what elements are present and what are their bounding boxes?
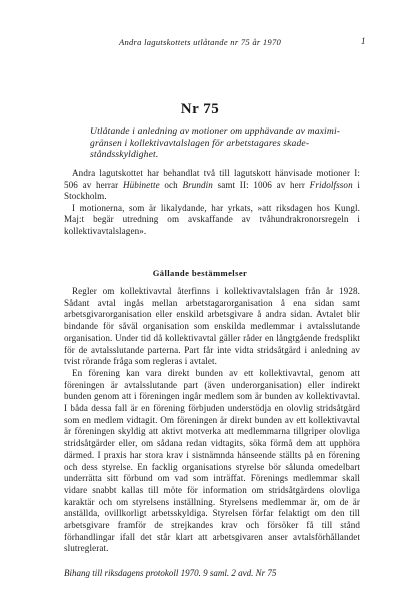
- document-number: Nr 75: [180, 101, 220, 117]
- section-paragraph-2: En förening kan vara direkt bunden av ett kollektivavtal, genom att föreningen är avtalsslutande part (även underorganisation) eller indirekt bunden genom att i föreningen ingår medlem som är bunden av kollektivavtal. I båda dessa fall är en förening förbjuden understödja en olovlig stridsåtgärd som en medlem vidtagit. Om föreningen är direkt bunden av ett kollektivavtal är föreningen skyldig att aktivt motverka att medlemmarna tillgriper olovliga stridsåtgärder eller, om sådana redan vidtagits, söka förmå dem att upphöra därmed. I praxis har stora krav i sistnämnda hänseende ställts på en förening och dess styrelse. En facklig organisations styrelse bör sålunda omedelbart underrätta sitt förbund om vad som inträffat. Förenings medlemmar skall vidare snabbt kallas till möte för information om stridsåtgärdens olovliga karaktär och om styrelsens inställning. Styrelsens medlemmar är, om de är anställda, ovillkorligt arbetsskyldiga. Styrelsen förfar felaktigt om den till arbetsgivare framför de strejkandes krav och försöker få till stånd förhandlingar ifall det står klart att arbetsgivaren anser avtalsförhållandet slutreglerat.: [64, 367, 360, 554]
- intro-text: Andra lagutskottet har behandlat två till lagutskott hänvisade motioner I: 506 av herrar: [64, 168, 360, 190]
- intro-section: [64, 168, 360, 238]
- intro-paragraph-1: [64, 168, 360, 203]
- document-title: [90, 126, 360, 161]
- intro-text: i Stockholm.: [64, 179, 360, 202]
- motion-author: Brundin: [182, 179, 213, 190]
- intro-text: samt II: 1006 av herr: [212, 179, 310, 190]
- section-heading: Gällande bestämmelser: [152, 268, 248, 278]
- page-number: 1: [361, 36, 366, 46]
- title-line: gränsen i kollektivavtalslagen för arbetstagares skade-: [90, 137, 310, 149]
- intro-paragraph-2: I motionerna, som är likalydande, har yrkats, »att riksdagen hos Kungl. Maj:t begär utredning om avskaffande av tvåhundrakronorsregeln i kollektivavtalslagen».: [64, 202, 360, 236]
- title-line: ståndsskyldighet.: [90, 149, 159, 160]
- title-line: Utlåtande i anledning av motioner om upphävande av maximi-: [90, 126, 341, 137]
- intro-text: och: [159, 179, 183, 190]
- running-header: Andra lagutskottets utlåtande nr 75 år 1970: [118, 37, 282, 47]
- footer-reference: Bihang till riksdagens protokoll 1970. 9 saml. 2 avd. Nr 75: [64, 568, 277, 578]
- section-paragraph-1: Regler om kollektivavtal återfinns i kollektivavtalslagen från år 1928. Sådant avtal ingås mellan arbetstagarorganisation å ena sidan samt arbetsgivarorganisation eller enskild arbetsgivare å andra sidan. Avtalet blir bindande för såväl organisation som enskilda medlemmar i avtalsslutande organisation. Under tid då kollektivavtal gäller råder en långtgående fredsplikt för de avtalsslutande parterna. Part får inte vidta stridsåtgärd i anledning av tvist rörande fråga som regleras i avtalet.: [64, 286, 360, 367]
- main-section: [64, 286, 360, 555]
- motion-author: Hübinette: [122, 179, 160, 190]
- motion-author: Fridolfsson: [309, 179, 353, 190]
